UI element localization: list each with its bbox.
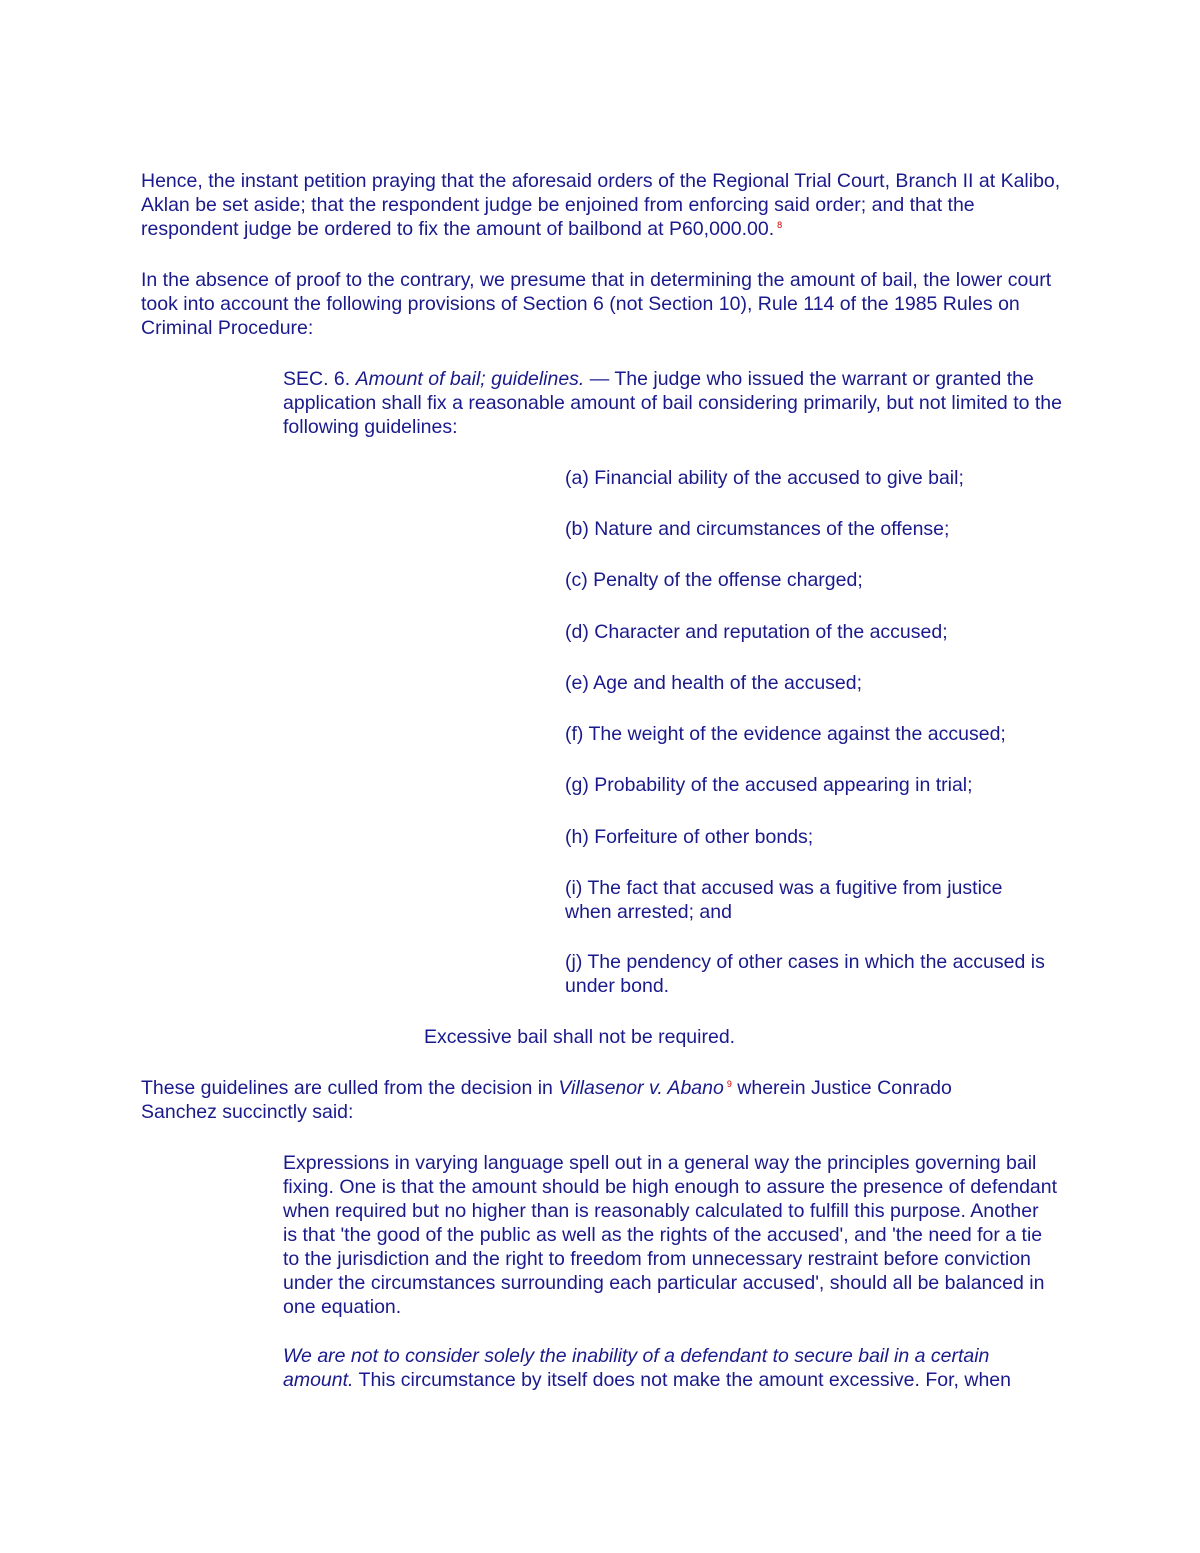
paragraph-villasenor-before: These guidelines are culled from the decision in: [141, 1077, 559, 1099]
guideline-item-d: (d) Character and reputation of the accused;: [565, 621, 948, 643]
footnote-link-9[interactable]: 9: [726, 1078, 732, 1089]
paragraph-petition-text: Hence, the instant petition praying that the aforesaid orders of the Regional Trial Court, Branch II at Kalibo, Aklan be set aside; that the respondent judge be enjoined from enforcing said order; and that the respondent judge be ordered to fix the amount of bailbond at P60,000.00.: [141, 170, 1061, 240]
paragraph-villasenor: [141, 1076, 1021, 1124]
quote-inability-rest: This circumstance by itself does not make the amount excessive. For, when: [353, 1369, 1011, 1391]
guideline-item-f: (f) The weight of the evidence against the accused;: [565, 723, 1006, 745]
quote-inability: [283, 1344, 1058, 1392]
quote-inability-italic: We are not to consider solely the inability of a defendant to secure bail in a certain amount.: [283, 1345, 990, 1391]
guideline-item-g: (g) Probability of the accused appearing in trial;: [565, 774, 973, 796]
guideline-item-h: (h) Forfeiture of other bonds;: [565, 826, 814, 848]
paragraph-villasenor-after: wherein Justice Conrado Sanchez succinctly said:: [141, 1077, 952, 1123]
section-text: — The judge who issued the warrant or granted the application shall fix a reasonable amount of bail considering primarily, but not limited to the following guidelines:: [283, 368, 1062, 438]
section-label: SEC. 6.: [283, 368, 351, 390]
guideline-item-j: (j) The pendency of other cases in which the accused is under bond.: [565, 951, 1045, 997]
guideline-item-c: (c) Penalty of the offense charged;: [565, 569, 863, 591]
paragraph-petition: [141, 169, 1066, 241]
footnote-link-8[interactable]: 8: [777, 219, 783, 230]
guideline-item-i: (i) The fact that accused was a fugitive from justice when arrested; and: [565, 877, 1003, 923]
section-title: Amount of bail; guidelines.: [355, 368, 585, 390]
guideline-item-e: (e) Age and health of the accused;: [565, 672, 863, 694]
quote-principles: Expressions in varying language spell out in a general way the principles governing bail fixing. One is that the amount should be high enough to assure the presence of defendant when required but no higher than is reasonably calculated to fulfill this purpose. Another is that 'the good of the public as well as the rights of the accused', and 'the need for a tie to the jurisdiction and the right to freedom from unnecessary restraint before conviction under the circumstances surrounding each particular accused', should all be balanced in one equation.: [283, 1152, 1058, 1318]
section-6-block: [283, 367, 1063, 439]
paragraph-presumption: In the absence of proof to the contrary, we presume that in determining the amount of bail, the lower court took into account the following provisions of Section 6 (not Section 10), Rule 114 of the 1985 Rules on Criminal Procedure:: [141, 269, 1052, 339]
case-citation: Villasenor v. Abano: [558, 1077, 724, 1099]
guideline-item-a: (a) Financial ability of the accused to give bail;: [565, 467, 964, 489]
guideline-item-b: (b) Nature and circumstances of the offense;: [565, 518, 950, 540]
excessive-bail-line: Excessive bail shall not be required.: [424, 1026, 736, 1048]
